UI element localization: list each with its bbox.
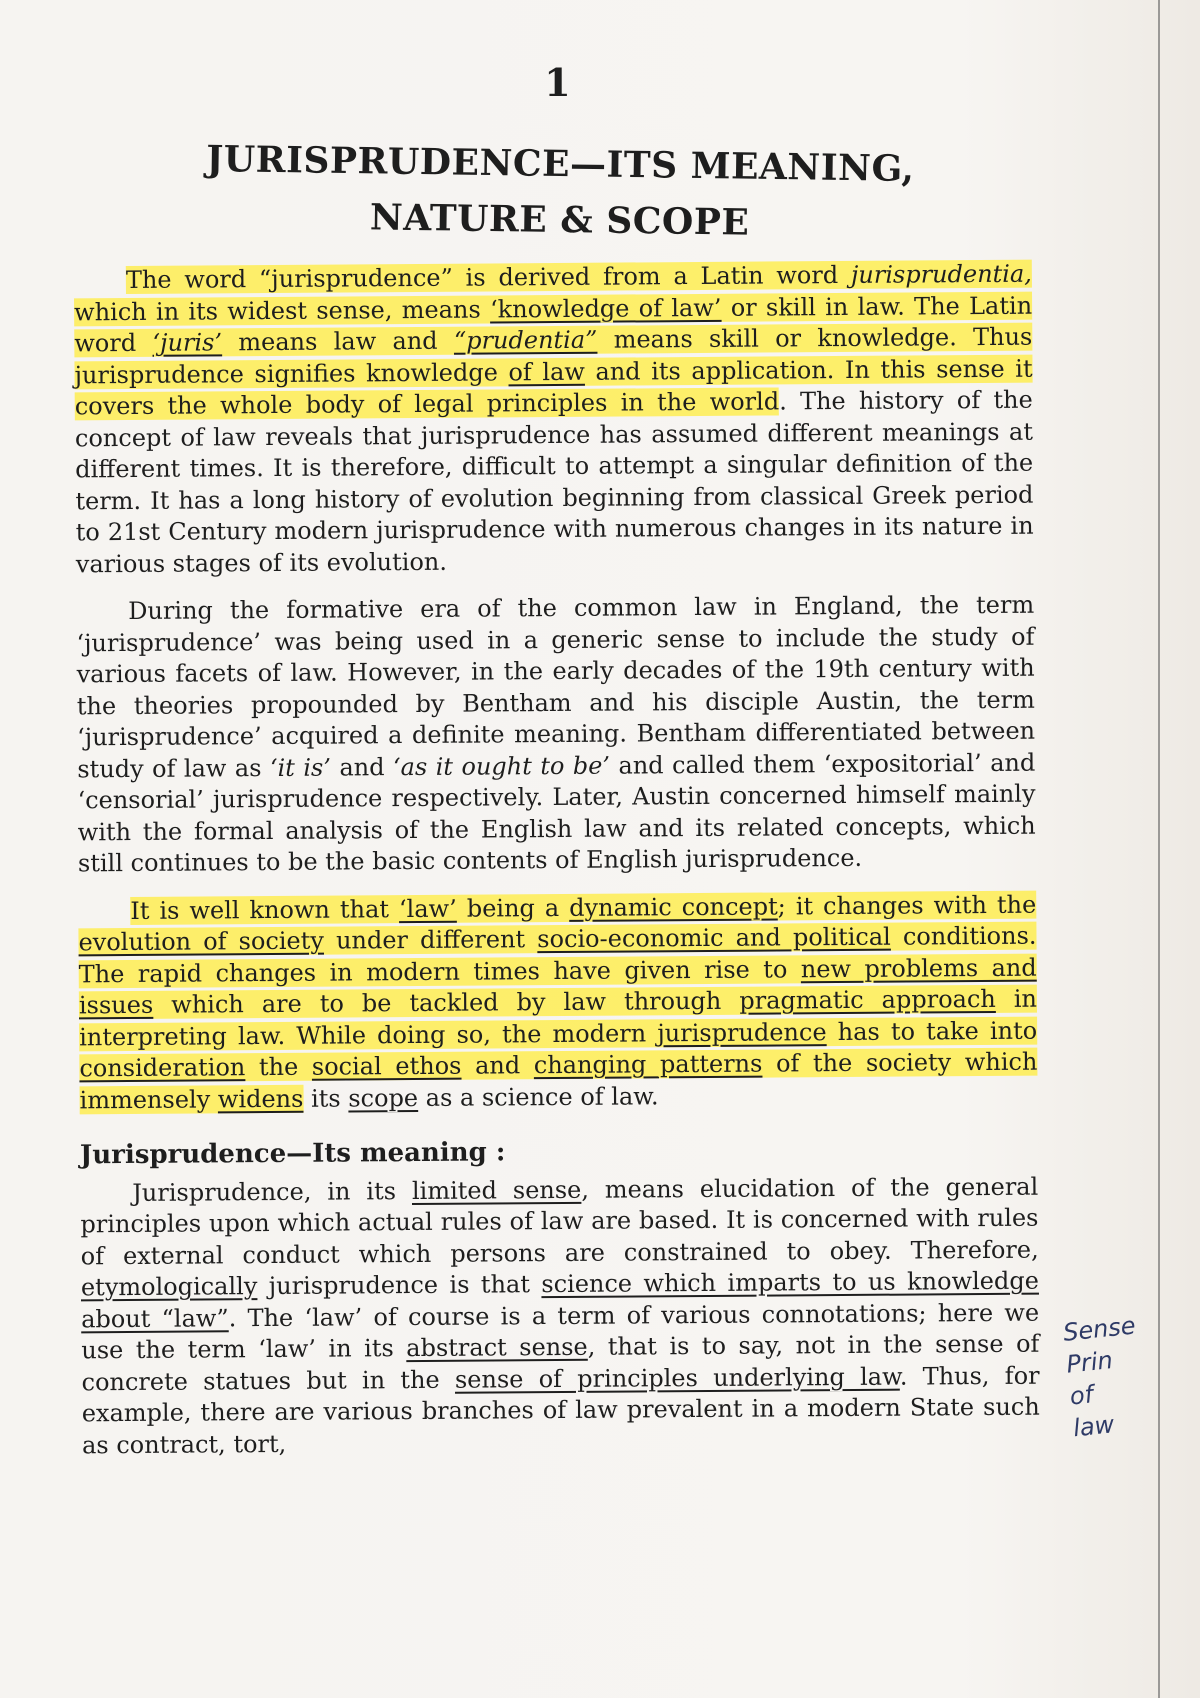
underlined-italic-term: ‘juris’ [152, 328, 223, 357]
text-segment: . The history of the concept of law reveals that jurisprudence has assumed different meanings at different times. It is therefore, difficult to attempt a singular definition of the term. It has a long history of evolution beginning from classical Greek period to 21st Century modern jurisprudence with numerous changes in its nature in various stages of its evolution. [74, 385, 1034, 578]
text-segment: The word “jurisprudence” is derived from a Latin word [125, 260, 852, 294]
paragraph-2 [76, 590, 1036, 880]
text-segment: has to take into [826, 1016, 1038, 1046]
underlined-phrase: pragmatic approach [739, 984, 996, 1015]
underlined-phrase: changing patterns [533, 1049, 763, 1080]
body-text [74, 259, 1040, 1478]
underlined-phrase: sense of principles underlying law [454, 1362, 900, 1394]
underlined-phrase: science which imparts to us knowledge about “law” [81, 1266, 1039, 1333]
underlined-phrase: scope [348, 1083, 419, 1112]
text-segment: It is well known that [130, 894, 400, 925]
text-segment: of the society which immensely [79, 1047, 1038, 1114]
underlined-phrase: social ethos [311, 1051, 462, 1081]
underlined-phrase: consideration [79, 1053, 246, 1083]
margin-note-line: Sense [1061, 1311, 1137, 1347]
text-segment: During the formative era of the common law in England, the term ‘jurisprudence’ was being used in a generic sense to include the study of various facets of law. However, in the early decades of the 19th century with the theories propounded by Bentham and his disciple Austin, the term ‘jurisprudence’ acquired a definite meaning. Bentham differentiated between study of law as [76, 590, 1036, 783]
text-segment: ; it changes with the [777, 890, 1037, 920]
highlight-segment [78, 890, 1037, 1114]
italic-term: jurisprudentia, [850, 259, 1032, 289]
italic-term: ‘as it ought to be’ [392, 751, 611, 781]
chapter-number: 1 [544, 60, 571, 105]
text-segment: its [303, 1083, 349, 1113]
text-segment: , that is to say, not in the sense of concrete statues but in the [81, 1329, 1040, 1396]
text-segment: which in its widest sense, means [74, 294, 491, 326]
text-segment: . The ‘law’ of course is a term of various connotations; here we use the term ‘law’ in its [81, 1298, 1040, 1365]
text-segment: . Thus, for example, there are various branches of law prevalent in a modern State such as contract, tort, [81, 1361, 1040, 1459]
text-segment: which are to be tackled by law through [153, 986, 740, 1019]
underlined-phrase: abstract sense [406, 1332, 588, 1363]
margin-note-line: law [1071, 1410, 1116, 1443]
text-segment: under different [323, 925, 538, 955]
paragraph-1 [74, 259, 1034, 581]
text-segment: the [245, 1052, 312, 1082]
underlined-phrase: limited sense [411, 1175, 582, 1205]
underlined-phrase: of law [508, 357, 585, 386]
section-heading: Jurisprudence—Its meaning : [79, 1137, 506, 1171]
text-segment: being a [456, 893, 570, 923]
text-segment: means skill or knowledge. Thus jurisprudence signifies knowledge [74, 322, 1033, 389]
margin-note-line: of [1068, 1380, 1095, 1411]
underlined-phrase: ‘law’ [398, 894, 457, 923]
text-segment: or skill in law. The Latin word [74, 291, 1033, 358]
text-segment: means law and [221, 326, 454, 357]
handwritten-margin-note [1062, 1308, 1165, 1445]
text-segment: jurisprudence is that [257, 1270, 542, 1301]
underlined-phrase: jurisprudence [657, 1017, 827, 1047]
italic-term: ‘it is’ [269, 753, 332, 782]
text-segment: , means elucidation of the general principles upon which actual rules of law are based. It is concerned with rules of external conduct which persons are constrained to obey. Therefore, [80, 1172, 1039, 1270]
underlined-phrase: ‘knowledge of law’ [489, 293, 722, 323]
text-segment: in interpreting law. While doing so, the modern [79, 984, 1038, 1051]
underlined-phrase: socio-economic and political [537, 922, 891, 954]
page-edge-shadow [1158, 0, 1160, 1698]
paragraph-4 [80, 1171, 1040, 1461]
text-segment: conditions. The rapid changes in modern times have given rise to [78, 921, 1037, 988]
margin-note-line: Prin [1065, 1346, 1115, 1379]
underlined-phrase: new problems and issues [78, 953, 1037, 1020]
text-segment: and called them ‘expositorial’ and ‘censorial’ jurisprudence respectively. Later, Austin concerned himself mainly with the formal analysis of the English law and its related concepts, which still continues to be the basic contents of English jurisprudence. [77, 748, 1036, 878]
text-segment: as a science of law. [417, 1081, 659, 1112]
text-segment: Jurisprudence, in its [132, 1176, 413, 1207]
underlined-italic-term: “prudentia” [453, 325, 598, 355]
underlined-phrase: widens [217, 1084, 304, 1113]
paragraph-3 [78, 889, 1038, 1116]
underlined-phrase: etymologically [80, 1272, 258, 1302]
chapter-title: JURISPRUDENCE—ITS MEANING, NATURE & SCOPE [206, 138, 915, 244]
text-segment: and its application. In this sense it covers the whole body of legal principles in the world [74, 354, 1033, 421]
text-segment: and [461, 1051, 534, 1080]
text-segment: and [330, 752, 394, 782]
underlined-phrase: dynamic concept [569, 891, 778, 922]
underlined-phrase: evolution of society [78, 926, 325, 957]
